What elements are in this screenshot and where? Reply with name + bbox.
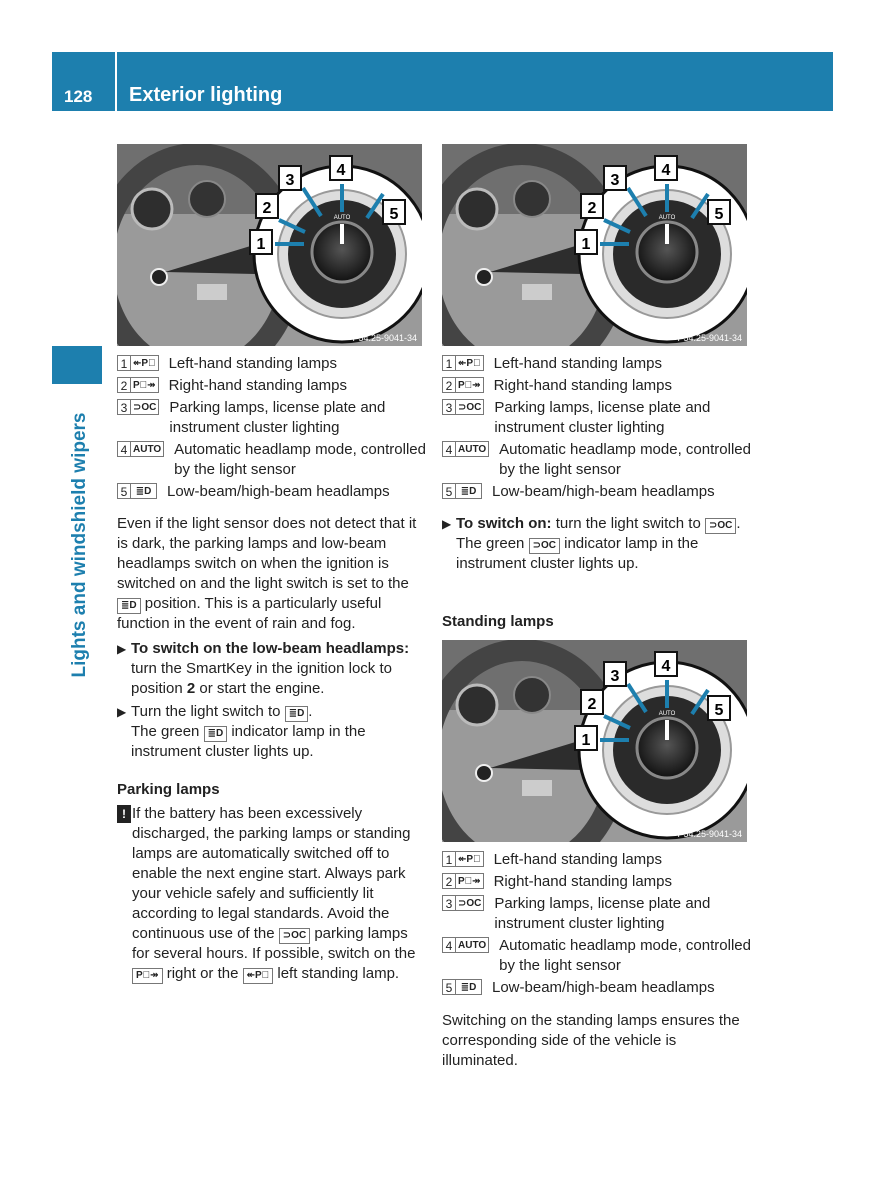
legend-item (442, 376, 752, 396)
parking-lamps-heading: Parking lamps (117, 781, 220, 798)
legend-item (442, 978, 752, 998)
photo-caption: P54.25-9041-34 (352, 333, 417, 343)
parking-lamp-symbol: ⊃OC (279, 928, 310, 944)
standing-lamps-paragraph: Switching on the standing lamps ensures the corresponding side of the vehicle is illuminated. (442, 1012, 740, 1069)
left-standing-symbol: ↞P⃨ (243, 968, 274, 984)
legend-number: 5 (442, 979, 456, 995)
switch-auto-label: AUTO (658, 215, 676, 221)
legend-text: Right-hand standing lamps (168, 377, 348, 394)
legend-text: Left-hand standing lamps (493, 355, 663, 372)
callout-number: 4 (661, 162, 671, 179)
legend-symbol-icon: P⃨↠ (131, 377, 159, 393)
parking-lamp-symbol: ⊃OC (529, 538, 560, 554)
callout-number: 4 (336, 162, 346, 179)
legend-item (442, 936, 752, 976)
light-switch-photo-2 (442, 144, 747, 346)
callout-number: 3 (610, 172, 620, 189)
light-sensor-paragraph: Even if the light sensor does not detect that it is dark, the parking lamps and low-beam headlamps switch on when the ignition is switched on and the light switch is set to the ≣D position. This is a particularly useful function in the event of rain and fog. (117, 515, 417, 632)
legend-number: 2 (442, 377, 456, 393)
legend-symbol-icon: ⊃OC (456, 895, 484, 911)
light-switch-photo-1 (117, 144, 422, 346)
legend-text: Automatic headlamp mode, controlled by the light sensor (174, 441, 426, 478)
legend-list-1 (117, 354, 427, 504)
legend-text: Low-beam/high-beam headlamps (492, 483, 715, 500)
switch-auto-label: AUTO (333, 215, 351, 221)
legend-text: Automatic headlamp mode, controlled by the light sensor (499, 937, 751, 974)
bullet-turn-switch: ▶ Turn the light switch to ≣D . The green ≣D indicator lamp in the instrument cluster lights up. (117, 703, 366, 760)
low-beam-symbol: ≣D (117, 598, 141, 614)
light-switch-photo-3 (442, 640, 747, 842)
legend-number: 2 (117, 377, 131, 393)
switch-auto-label: AUTO (658, 711, 676, 717)
callout-number: 1 (581, 236, 591, 253)
legend-number: 3 (117, 399, 131, 415)
legend-item (117, 440, 427, 480)
legend-text: Low-beam/high-beam headlamps (492, 979, 715, 996)
legend-list-2 (442, 354, 752, 504)
legend-number: 4 (117, 441, 131, 457)
legend-text: Parking lamps, license plate and instrument cluster lighting (169, 399, 386, 436)
page-title: Exterior lighting (129, 84, 283, 106)
legend-list-3 (442, 850, 752, 1000)
page-number: 128 (64, 87, 93, 106)
legend-text: Right-hand standing lamps (493, 377, 673, 394)
legend-item (442, 894, 752, 934)
callout-number: 1 (581, 732, 591, 749)
callout-number: 2 (262, 200, 272, 217)
legend-number: 1 (442, 851, 456, 867)
legend-symbol-icon: P⃨↠ (456, 377, 484, 393)
legend-number: 5 (442, 483, 456, 499)
bullet-switch-on: ▶ To switch on: turn the light switch to ⊃OC . The green ⊃OC indicator lamp in the instrument cluster lights up. (442, 515, 741, 572)
legend-item (117, 398, 427, 438)
bullet-arrow-icon: ▶ (442, 517, 452, 531)
switch-diagram (442, 640, 747, 842)
side-tab-label: Lights and windshield wipers (69, 412, 90, 678)
legend-text: Left-hand standing lamps (168, 355, 338, 372)
legend-number: 4 (442, 441, 456, 457)
legend-item (442, 872, 752, 892)
legend-item (442, 850, 752, 870)
legend-text: Left-hand standing lamps (493, 851, 663, 868)
legend-symbol-icon: ↞P⃨ (456, 851, 484, 867)
legend-symbol-icon: P⃨↠ (456, 873, 484, 889)
legend-number: 2 (442, 873, 456, 889)
legend-item (117, 354, 427, 374)
low-beam-symbol: ≣D (285, 706, 309, 722)
legend-symbol-icon: ↞P⃨ (456, 355, 484, 371)
legend-symbol-icon: ≣D (456, 979, 482, 995)
standing-lamps-heading: Standing lamps (442, 613, 554, 630)
legend-item (117, 376, 427, 396)
legend-symbol-icon: ≣D (131, 483, 157, 499)
low-beam-symbol: ≣D (204, 726, 228, 742)
photo-caption: P54.25-9041-34 (677, 333, 742, 343)
legend-item (442, 482, 752, 502)
bullet-low-beam: ▶ To switch on the low-beam headlamps: turn the SmartKey in the ignition lock to position 2 or start the engine. (117, 640, 410, 697)
legend-symbol-icon: AUTO (456, 441, 489, 457)
photo-caption: P54.25-9041-34 (677, 829, 742, 839)
legend-number: 3 (442, 399, 456, 415)
legend-number: 3 (442, 895, 456, 911)
switch-diagram (442, 144, 747, 346)
side-tab (52, 346, 102, 384)
callout-number: 5 (714, 702, 724, 719)
legend-symbol-icon: ⊃OC (456, 399, 484, 415)
legend-symbol-icon: ↞P⃨ (131, 355, 159, 371)
right-standing-symbol: P⃨↠ (132, 968, 163, 984)
callout-number: 5 (714, 206, 724, 223)
legend-number: 1 (442, 355, 456, 371)
legend-text: Automatic headlamp mode, controlled by the light sensor (499, 441, 751, 478)
legend-item (442, 354, 752, 374)
callout-number: 4 (661, 658, 671, 675)
battery-warning: ! If the battery has been excessively discharged, the parking lamps or standing lamps are automatically switched off to enable the next engine start. Always park your vehicle safely and sufficiently lit according to legal standards. Avoid the continuous use of the ⊃OC parking lamps for several hours. If possible, switch on the P⃨↠ right or the ↞P⃨ left standing lamp. (117, 804, 424, 984)
bullet-arrow-icon: ▶ (117, 705, 127, 719)
callout-number: 2 (587, 200, 597, 217)
legend-text: Parking lamps, license plate and instrument cluster lighting (494, 399, 711, 436)
legend-symbol-icon: AUTO (131, 441, 164, 457)
bullet-arrow-icon: ▶ (117, 642, 127, 656)
legend-symbol-icon: AUTO (456, 937, 489, 953)
warning-icon: ! (117, 805, 131, 823)
legend-item (117, 482, 427, 502)
legend-text: Low-beam/high-beam headlamps (167, 483, 390, 500)
switch-diagram (117, 144, 422, 346)
callout-number: 3 (285, 172, 295, 189)
legend-symbol-icon: ≣D (456, 483, 482, 499)
legend-item (442, 440, 752, 480)
callout-number: 2 (587, 696, 597, 713)
legend-number: 4 (442, 937, 456, 953)
callout-number: 1 (256, 236, 266, 253)
callout-number: 3 (610, 668, 620, 685)
legend-item (442, 398, 752, 438)
legend-number: 1 (117, 355, 131, 371)
legend-symbol-icon: ⊃OC (131, 399, 159, 415)
legend-text: Right-hand standing lamps (493, 873, 673, 890)
callout-number: 5 (389, 206, 399, 223)
parking-lamp-symbol: ⊃OC (705, 518, 736, 534)
legend-number: 5 (117, 483, 131, 499)
header-separator (115, 52, 117, 111)
legend-text: Parking lamps, license plate and instrument cluster lighting (494, 895, 711, 932)
